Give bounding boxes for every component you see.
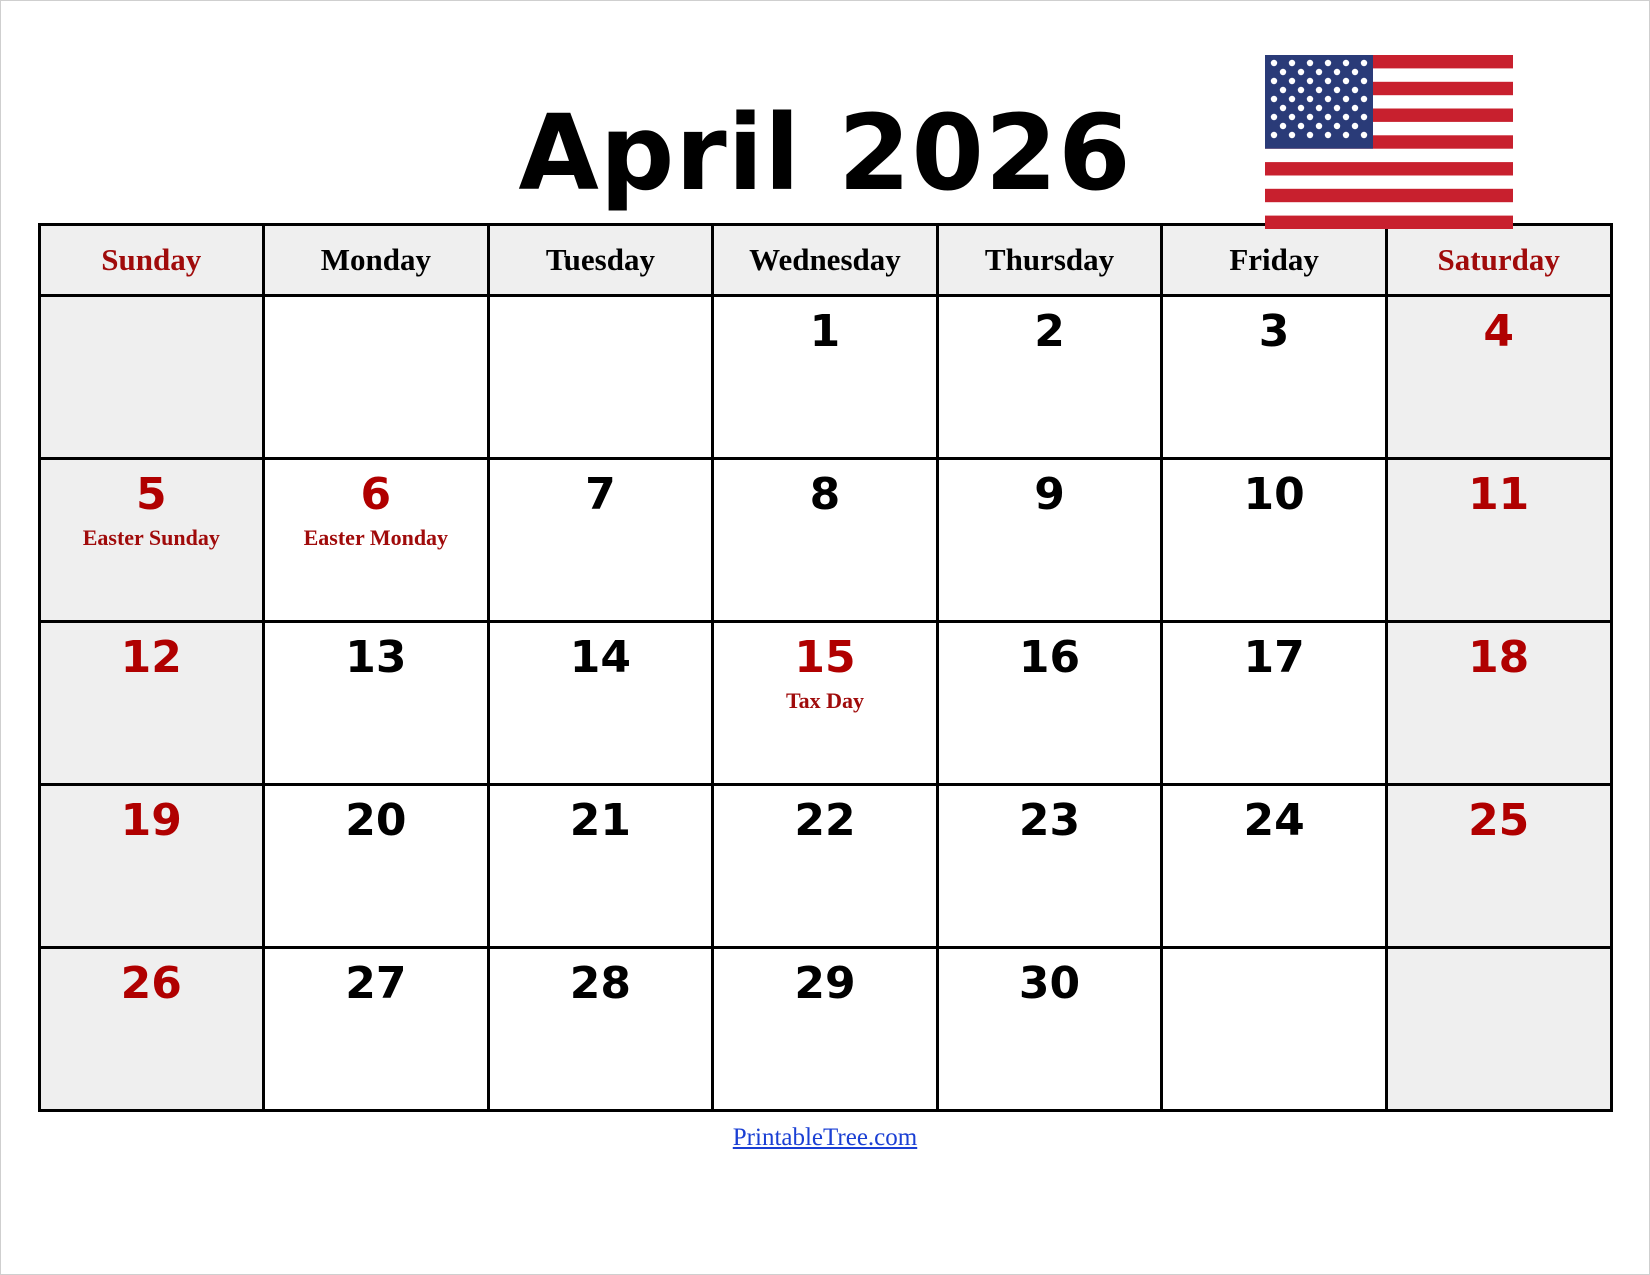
day-cell[interactable] <box>39 622 264 785</box>
day-number: 3 <box>1258 306 1290 357</box>
day-number: 6 <box>360 469 392 520</box>
day-cell[interactable] <box>1162 622 1387 785</box>
day-number: 1 <box>809 306 841 357</box>
day-number: 28 <box>569 958 632 1009</box>
calendar-header <box>27 23 1623 223</box>
day-number: 26 <box>120 958 182 1009</box>
day-number: 4 <box>1483 306 1514 357</box>
day-number <box>41 297 263 309</box>
calendar-week-row <box>39 296 1611 459</box>
day-number <box>1163 949 1385 961</box>
day-cell[interactable] <box>1386 622 1611 785</box>
weekday-header-thursday: Thursday <box>937 225 1162 296</box>
day-event: Easter Monday <box>303 525 449 550</box>
day-cell[interactable] <box>39 948 264 1111</box>
day-cell[interactable] <box>264 459 489 622</box>
day-event: Easter Sunday <box>82 525 220 550</box>
day-number: 25 <box>1468 795 1530 846</box>
day-number <box>265 297 487 309</box>
calendar-week-row <box>39 785 1611 948</box>
day-number: 29 <box>794 958 856 1009</box>
day-number: 13 <box>345 632 407 683</box>
day-number: 18 <box>1468 632 1530 683</box>
day-cell[interactable] <box>713 948 938 1111</box>
day-event: Tax Day <box>785 688 864 713</box>
day-cell[interactable] <box>39 785 264 948</box>
day-number: 24 <box>1243 795 1305 846</box>
day-number: 20 <box>345 795 407 846</box>
day-cell[interactable] <box>1386 785 1611 948</box>
day-number: 17 <box>1243 632 1305 683</box>
day-cell[interactable] <box>488 296 713 459</box>
day-number: 21 <box>569 795 632 846</box>
day-cell[interactable] <box>488 459 713 622</box>
day-cell[interactable] <box>1386 459 1611 622</box>
weekday-header-saturday: Saturday <box>1386 225 1611 296</box>
day-event <box>490 309 712 317</box>
day-cell[interactable] <box>937 785 1162 948</box>
day-number: 16 <box>1018 632 1081 683</box>
day-event <box>1388 961 1610 969</box>
day-number: 19 <box>120 795 182 846</box>
day-number: 10 <box>1243 469 1305 520</box>
day-event <box>265 309 487 317</box>
day-cell[interactable] <box>1386 296 1611 459</box>
day-cell[interactable] <box>1386 948 1611 1111</box>
day-event <box>1163 961 1385 969</box>
day-cell[interactable] <box>39 296 264 459</box>
day-cell[interactable] <box>1162 948 1387 1111</box>
day-number: 7 <box>585 469 616 520</box>
weekday-header-row <box>39 225 1611 296</box>
page-title: April 2026 <box>518 92 1132 214</box>
day-cell[interactable] <box>937 459 1162 622</box>
day-number: 2 <box>1034 306 1065 357</box>
day-cell[interactable] <box>488 948 713 1111</box>
day-cell[interactable] <box>264 296 489 459</box>
source-link[interactable]: PrintableTree.com <box>732 1124 918 1151</box>
weekday-header-tuesday: Tuesday <box>488 225 713 296</box>
calendar-week-row <box>39 948 1611 1111</box>
day-cell[interactable] <box>937 948 1162 1111</box>
weekday-header-wednesday: Wednesday <box>713 225 938 296</box>
weekday-header-sunday: Sunday <box>39 225 264 296</box>
day-number: 15 <box>794 632 856 683</box>
day-number: 12 <box>120 632 182 683</box>
weekday-header-friday: Friday <box>1162 225 1387 296</box>
day-cell[interactable] <box>937 622 1162 785</box>
weekday-header-monday: Monday <box>264 225 489 296</box>
day-cell[interactable] <box>1162 785 1387 948</box>
calendar-grid <box>38 223 1613 1112</box>
day-cell[interactable] <box>264 785 489 948</box>
day-number: 11 <box>1468 469 1530 520</box>
day-cell[interactable] <box>39 459 264 622</box>
day-number: 27 <box>345 958 407 1009</box>
day-number: 30 <box>1018 958 1081 1009</box>
day-cell[interactable] <box>488 785 713 948</box>
day-cell[interactable] <box>1162 296 1387 459</box>
day-cell[interactable] <box>713 296 938 459</box>
day-cell[interactable] <box>713 785 938 948</box>
day-cell[interactable] <box>264 948 489 1111</box>
day-cell[interactable] <box>1162 459 1387 622</box>
day-event <box>41 309 263 317</box>
day-number: 9 <box>1034 469 1065 520</box>
day-number: 8 <box>809 469 841 520</box>
day-cell[interactable] <box>264 622 489 785</box>
footer <box>38 1124 1613 1152</box>
day-number: 23 <box>1018 795 1081 846</box>
day-cell[interactable] <box>713 622 938 785</box>
day-cell[interactable] <box>937 296 1162 459</box>
day-number: 22 <box>794 795 856 846</box>
calendar-week-row <box>39 459 1611 622</box>
day-cell[interactable] <box>488 622 713 785</box>
day-number: 14 <box>569 632 632 683</box>
day-number <box>490 297 712 309</box>
day-cell[interactable] <box>713 459 938 622</box>
calendar-week-row <box>39 622 1611 785</box>
day-number: 5 <box>135 469 167 520</box>
usa-flag-icon <box>1265 55 1513 229</box>
day-number <box>1388 949 1610 961</box>
